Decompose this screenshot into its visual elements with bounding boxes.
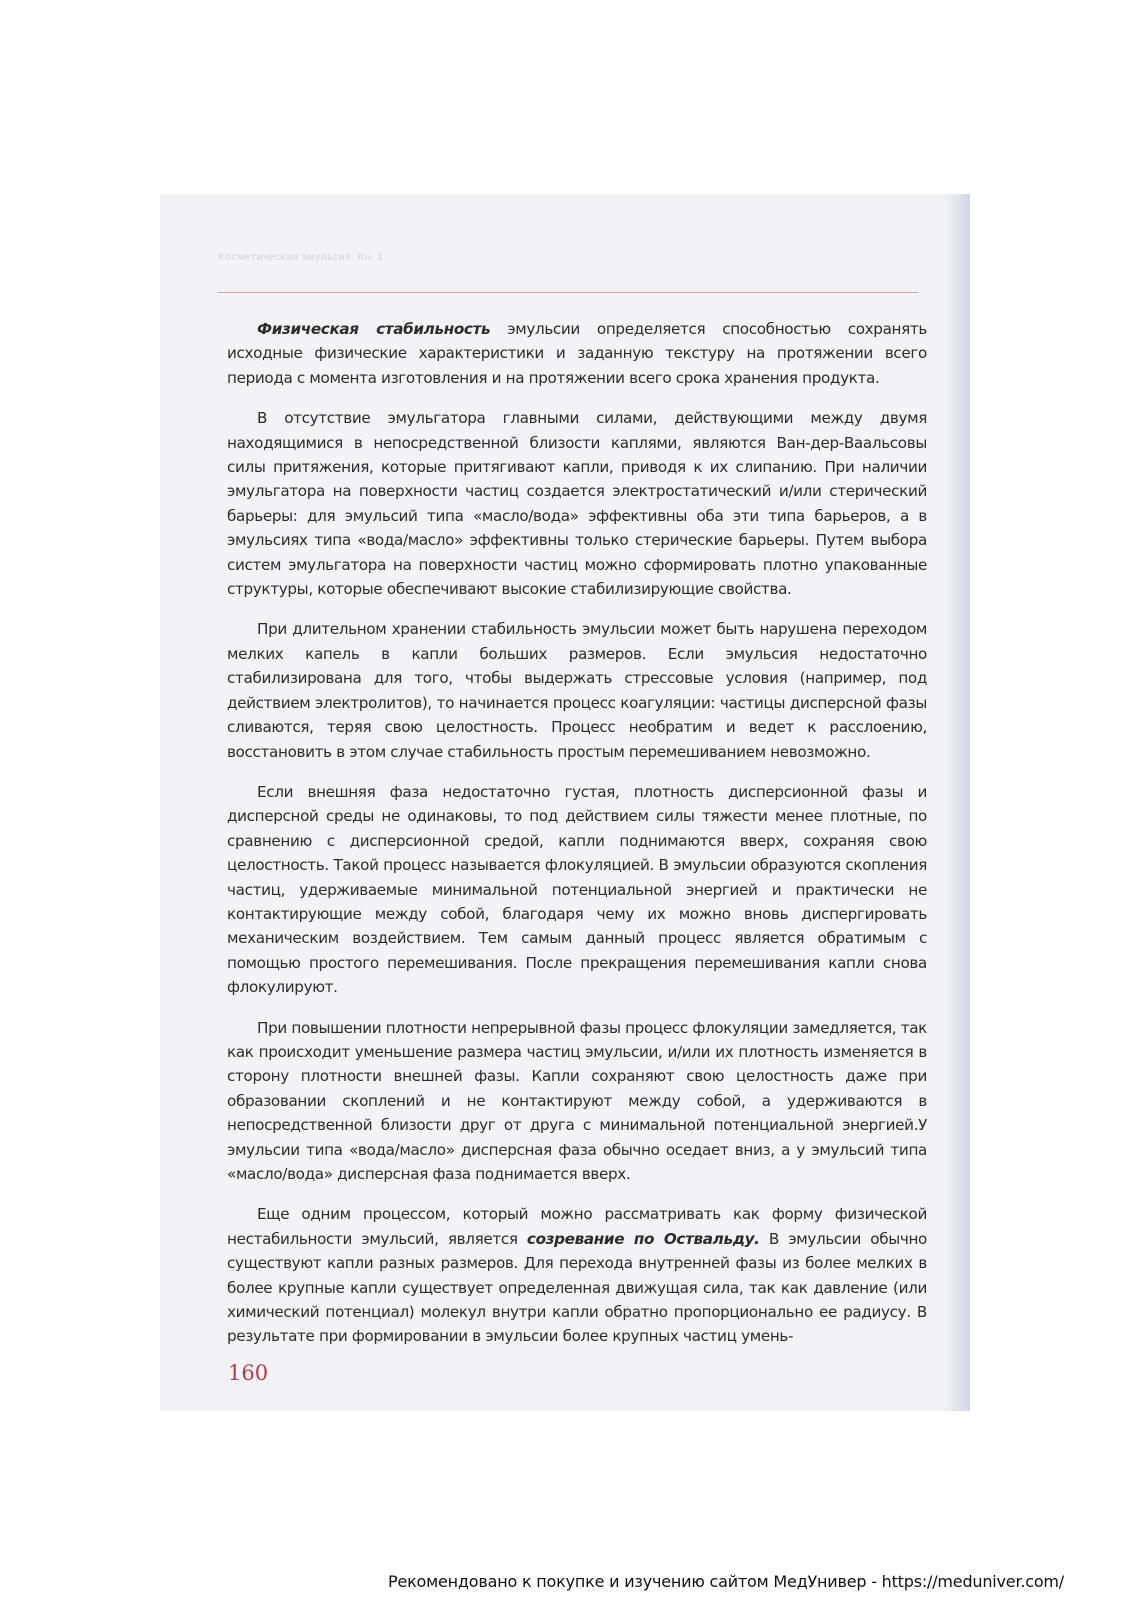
term-ostwald-ripening: созревание по Оствальду. xyxy=(526,1229,760,1248)
paragraph-text: Если внешняя фаза недостаточно густая, плотность дисперсионной фазы и дисперсной среды не одинаковы, то под действием силы тяжести менее плотные, по сравнению с дисперсионной средой, капли поднимаются вверх, сохраняя свою целостность. Такой процесс называется флокуляцией. В эмульсии образуются скопления частиц, удерживаемые минимальной потенциальной энергией и практически не контактирующие между собой, благодаря чему их можно вновь диспергировать механическим воздействием. Тем самым данный процесс является обратимым с помощью простого перемешивания. После прекращения перемешивания капли снова флокулируют. xyxy=(227,782,927,997)
paragraph-text: В отсутствие эмульгатора главными силами, действующими между двумя находящимися в непосредственной близости каплями, являются Ван-дер-Ваальсовы силы притяжения, которые притягивают капли, приводя к их слипанию. При наличии эмульгатора на поверхности частиц создается электростатический и/или стерический барьеры: для эмульсий типа «масло/вода» эффективны оба эти типа барьеров, а в эмульсиях типа «вода/масло» эффективны только стерические барьеры. Путем выбора систем эмульгатора на поверхности частиц можно сформировать плотно упакованные структуры, которые обеспечивают высокие стабилизирующие свойства. xyxy=(227,409,927,599)
paragraph-physical-stability xyxy=(227,317,927,390)
paragraph-text: Еще одним процессом, который можно рассматривать как форму физической нестабильности эмульсий, является xyxy=(227,1205,927,1248)
page-number: 160 xyxy=(228,1361,269,1385)
paragraph-emulsifier-barriers xyxy=(227,406,927,601)
paragraph-text: При длительном хранении стабильность эмульсии может быть нарушена переходом мелких капель в капли больших размеров. Если эмульсия недостаточно стабилизирована для того, чтобы выдержать стрессовые условия (например, под действием электролитов), то начинается процесс коагуляции: частицы дисперсной фазы сливаются, теряя свою целостность. Процесс необратим и ведет к расслоению, восстановить в этом случае стабильность простым перемешиванием невозможно. xyxy=(227,620,927,761)
paragraph-text: При повышении плотности непрерывной фазы процесс флокуляции замедляется, так как происходит уменьшение размера частиц эмульсии, и/или их плотность изменяется в сторону плотности внешней фазы. Капли сохраняют свою целостность даже при образовании скоплений и не контактируют между собой, а удерживаются в непосредственной близости друг от друга с минимальной потенциальной энергией.У эмульсии типа «вода/масло» дисперсная фаза обычно оседает вниз, а у эмульсий типа «масло/вода» дисперсная фаза поднимается вверх. xyxy=(227,1018,927,1183)
paragraph-text-after: В эмульсии обычно существуют капли разных размеров. Для перехода внутренней фазы из более мелких в более крупные капли существует определенная движущая сила, так как давление (или химический потенциал) молекул внутри капли обратно пропорционально ее радиусу. В результате при формировании в эмульсии более крупных частиц умень- xyxy=(227,1229,927,1346)
paragraph-density xyxy=(227,1016,927,1187)
footer-recommendation: Рекомендовано к покупке и изучению сайтом МедУнивер - https://meduniver.com/ xyxy=(388,1572,1064,1591)
running-head: Косметическая эмульсия. Кн. 1 xyxy=(218,252,384,263)
body-text xyxy=(227,317,927,1349)
paragraph-flocculation xyxy=(227,780,927,1000)
term-physical-stability: Физическая стабильность xyxy=(257,320,491,338)
scanned-page xyxy=(160,194,970,1411)
header-rule xyxy=(218,292,918,293)
page-edge-shadow xyxy=(944,194,970,1411)
paragraph-coagulation xyxy=(227,617,927,763)
paragraph-text: эмульсии определяется способностью сохранять исходные физические характеристики и заданную текстуру на протяжении всего периода с момента изготовления и на протяжении всего срока хранения продукта. xyxy=(227,320,927,387)
paragraph-ostwald-ripening xyxy=(227,1202,927,1348)
